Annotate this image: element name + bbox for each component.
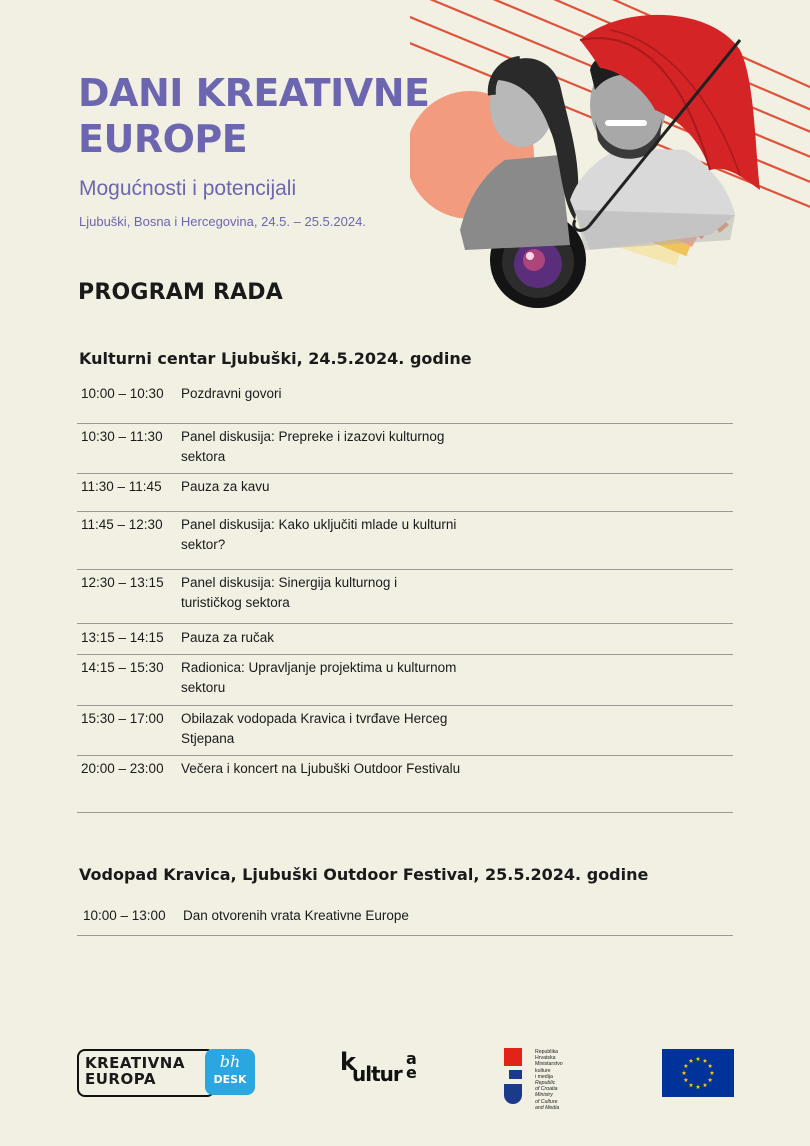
ministry-text-line: i medija [535, 1073, 553, 1080]
schedule-description: Večera i koncert na Ljubuški Outdoor Festivalu [181, 761, 461, 776]
schedule-time: 10:30 – 11:30 [81, 429, 163, 444]
schedule-description: Panel diskusija: Sinergija kulturnog i turističkog sektora [181, 575, 398, 610]
schedule-time: 13:15 – 14:15 [81, 630, 164, 645]
schedule-time: 11:30 – 11:45 [81, 479, 162, 494]
event-subtitle: Mogućnosti i potencijali [79, 177, 297, 200]
ministry-text-line: Hrvatska [535, 1055, 556, 1062]
schedule-time: 12:30 – 13:15 [81, 575, 164, 590]
kulture-left: k [340, 1048, 356, 1076]
ministry-text-line: Republika [535, 1049, 559, 1055]
ke-line2: EUROPA [85, 1070, 156, 1088]
schedule-description: Pauza za ručak [181, 630, 275, 645]
schedule-time: 10:00 – 13:00 [83, 908, 166, 923]
ministry-text-line: of Croatia [535, 1086, 558, 1093]
hero-collage-image [410, 0, 810, 320]
schedule-time: 14:15 – 15:30 [81, 660, 164, 675]
event-place-date: Ljubuški, Bosna i Hercegovina, 24.5. – 25.5.2024. [79, 214, 366, 229]
desk-line2: DESK [213, 1073, 247, 1086]
ministry-text-line: kulture [535, 1067, 551, 1074]
ministry-text-line: Ministarstvo [535, 1061, 563, 1068]
schedule-row [77, 473, 733, 512]
schedule-row [77, 705, 733, 756]
eu-flag-logo [662, 1049, 734, 1097]
schedule-description: Dan otvorenih vrata Kreativne Europe [183, 908, 409, 923]
program-title: PROGRAM RADA [78, 280, 283, 305]
ministry-text-line: of Culture [535, 1098, 558, 1105]
schedule-row [77, 384, 733, 424]
schedule-description: Panel diskusija: Kako uključiti mlade u kulturni sektor? [181, 517, 457, 552]
schedule-description: Radionica: Upravljanje projektima u kulturnom sektoru [181, 660, 457, 695]
schedule-description: Panel diskusija: Prepreke i izazovi kulturnog sektora [181, 429, 445, 464]
schedule-description: Obilazak vodopada Kravica i tvrđave Herceg Stjepana [181, 711, 448, 746]
schedule-time: 10:00 – 10:30 [81, 386, 164, 401]
desk-line1: bh [219, 1052, 241, 1071]
schedule-row [77, 654, 733, 706]
kulture-mid: ultur [352, 1062, 402, 1086]
day1-heading: Kulturni centar Ljubuški, 24.5.2024. godine [79, 349, 472, 368]
schedule-row [77, 755, 733, 813]
partner-logos [0, 1040, 810, 1120]
kulture-logo [340, 1050, 430, 1090]
event-title-line1: DANI KREATIVNE [78, 71, 430, 115]
schedule-time: 20:00 – 23:00 [81, 761, 164, 776]
kulture-right: ae [406, 1049, 417, 1082]
schedule-description: Pauza za kavu [181, 479, 270, 494]
kreativna-europa-logo [77, 1049, 257, 1097]
ministry-text-line: and Media [535, 1104, 560, 1111]
schedule-description: Pozdravni govori [181, 386, 282, 401]
ministry-logo [504, 1048, 574, 1114]
schedule-time: 15:30 – 17:00 [81, 711, 164, 726]
ministry-text-line: Ministry [535, 1092, 553, 1099]
event-title [78, 70, 429, 162]
schedule-row [77, 906, 733, 936]
schedule-row [77, 569, 733, 624]
ministry-text-line: Republic [535, 1080, 556, 1087]
schedule-row [77, 423, 733, 474]
ke-line1: KREATIVNA [85, 1054, 185, 1072]
event-title-line2: EUROPE [78, 117, 248, 161]
schedule-row [77, 511, 733, 570]
schedule-time: 11:45 – 12:30 [81, 517, 163, 532]
day2-heading: Vodopad Kravica, Ljubuški Outdoor Festival, 25.5.2024. godine [79, 865, 649, 884]
schedule-row [77, 623, 733, 655]
